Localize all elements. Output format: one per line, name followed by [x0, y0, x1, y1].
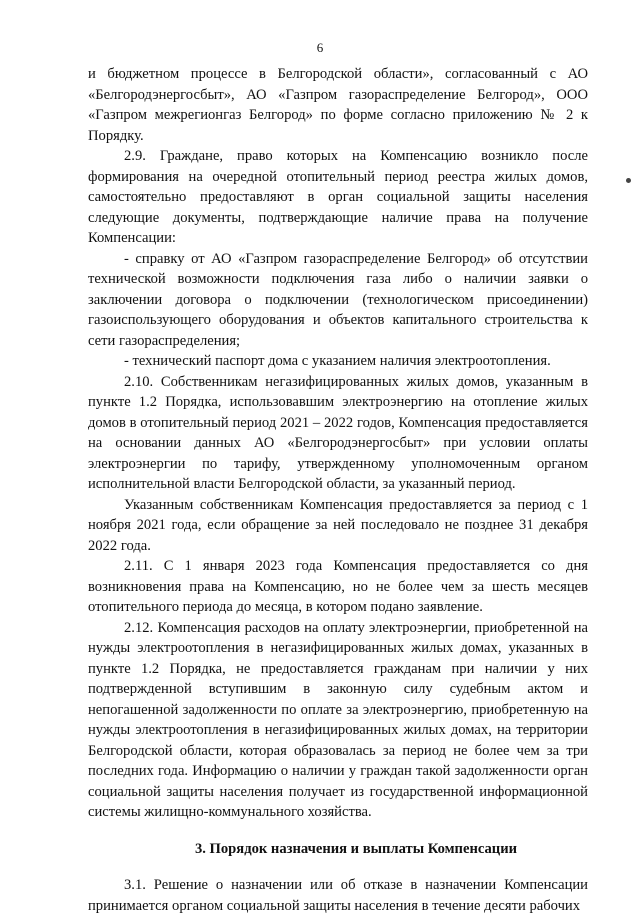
paragraph-2-9: 2.9. Граждане, право которых на Компенсацию возникло после формирования на очередной отопительный период реестра жилых домов, самостоятельно предоставляют в орган социальной защиты населения следующие документы, подтверждающие наличие права на получение Компенсации:	[88, 148, 588, 246]
list-item-certificate: - справку от АО «Газпром газораспределение Белгород» об отсутствии технической возможности подключения газа либо о наличии заявки о заключении договора о подключении (технологическом присоединении) газоиспользующего оборудования и объектов капитального строительства к сети газораспределения;	[88, 250, 588, 349]
paragraph-2-11: 2.11. С 1 января 2023 года Компенсация предоставляется со дня возникновения права на Компенсацию, но не более чем за шесть месяцев отопительного периода до месяца, в котором подано заявление.	[88, 558, 588, 615]
page-number: 6	[316, 40, 324, 55]
list-item-passport: - технический паспорт дома с указанием наличия электроотопления.	[124, 353, 551, 369]
section-heading: 3. Порядок назначения и выплаты Компенсации	[194, 840, 518, 857]
document-body	[88, 64, 588, 916]
paragraph-2-12: 2.12. Компенсация расходов на оплату электроэнергии, приобретенной на нужды электроотопления в негазифицированных жилых домах, указанных в пункте 1.2 Порядка, не предоставляется гражданам при наличии у них подтвержденной вступившим в законную силу судебным актом и непогашенной задолженности по оплате за электроэнергию, приобретенную на нужды электроотопления в негазифицированных жилых домах, на территории Белгородской области, которая образовалась за период не более чем за три последних года. Информацию о наличии у граждан такой задолженности орган социальной защиты населения получает из государственной информационной системы жилищно-коммунального хозяйства.	[88, 619, 588, 820]
paragraph-3-1: 3.1. Решение о назначении или об отказе в назначении Компенсации принимается органом социальной защиты населения в течение десяти рабочих	[88, 877, 588, 914]
paragraph-2-10: 2.10. Собственникам негазифицированных жилых домов, указанным в пункте 1.2 Порядка, использовавшим электроэнергию на отопление жилых домов в отопительный период 2021 – 2022 годов, Компенсация предоставляется на основании данных АО «Белгородэнергосбыт» при условии оплаты электроэнергии по тарифу, утвержденному уполномоченным органом исполнительной власти Белгородской области, за указанный период.	[88, 373, 588, 492]
scan-mark	[626, 178, 631, 183]
paragraph-2-10-period: Указанным собственникам Компенсация предоставляется за период с 1 ноября 2021 года, если обращение за ней последовало не позднее 31 декабря 2022 года.	[88, 496, 588, 554]
paragraph-continuation: и бюджетном процессе в Белгородской области», согласованный с АО «Белгородэнергосбыт», АО «Газпром газораспределение Белгород», ООО «Газпром межрегионгаз Белгород» по форме согласно приложению № 2 к Порядку.	[88, 66, 588, 144]
